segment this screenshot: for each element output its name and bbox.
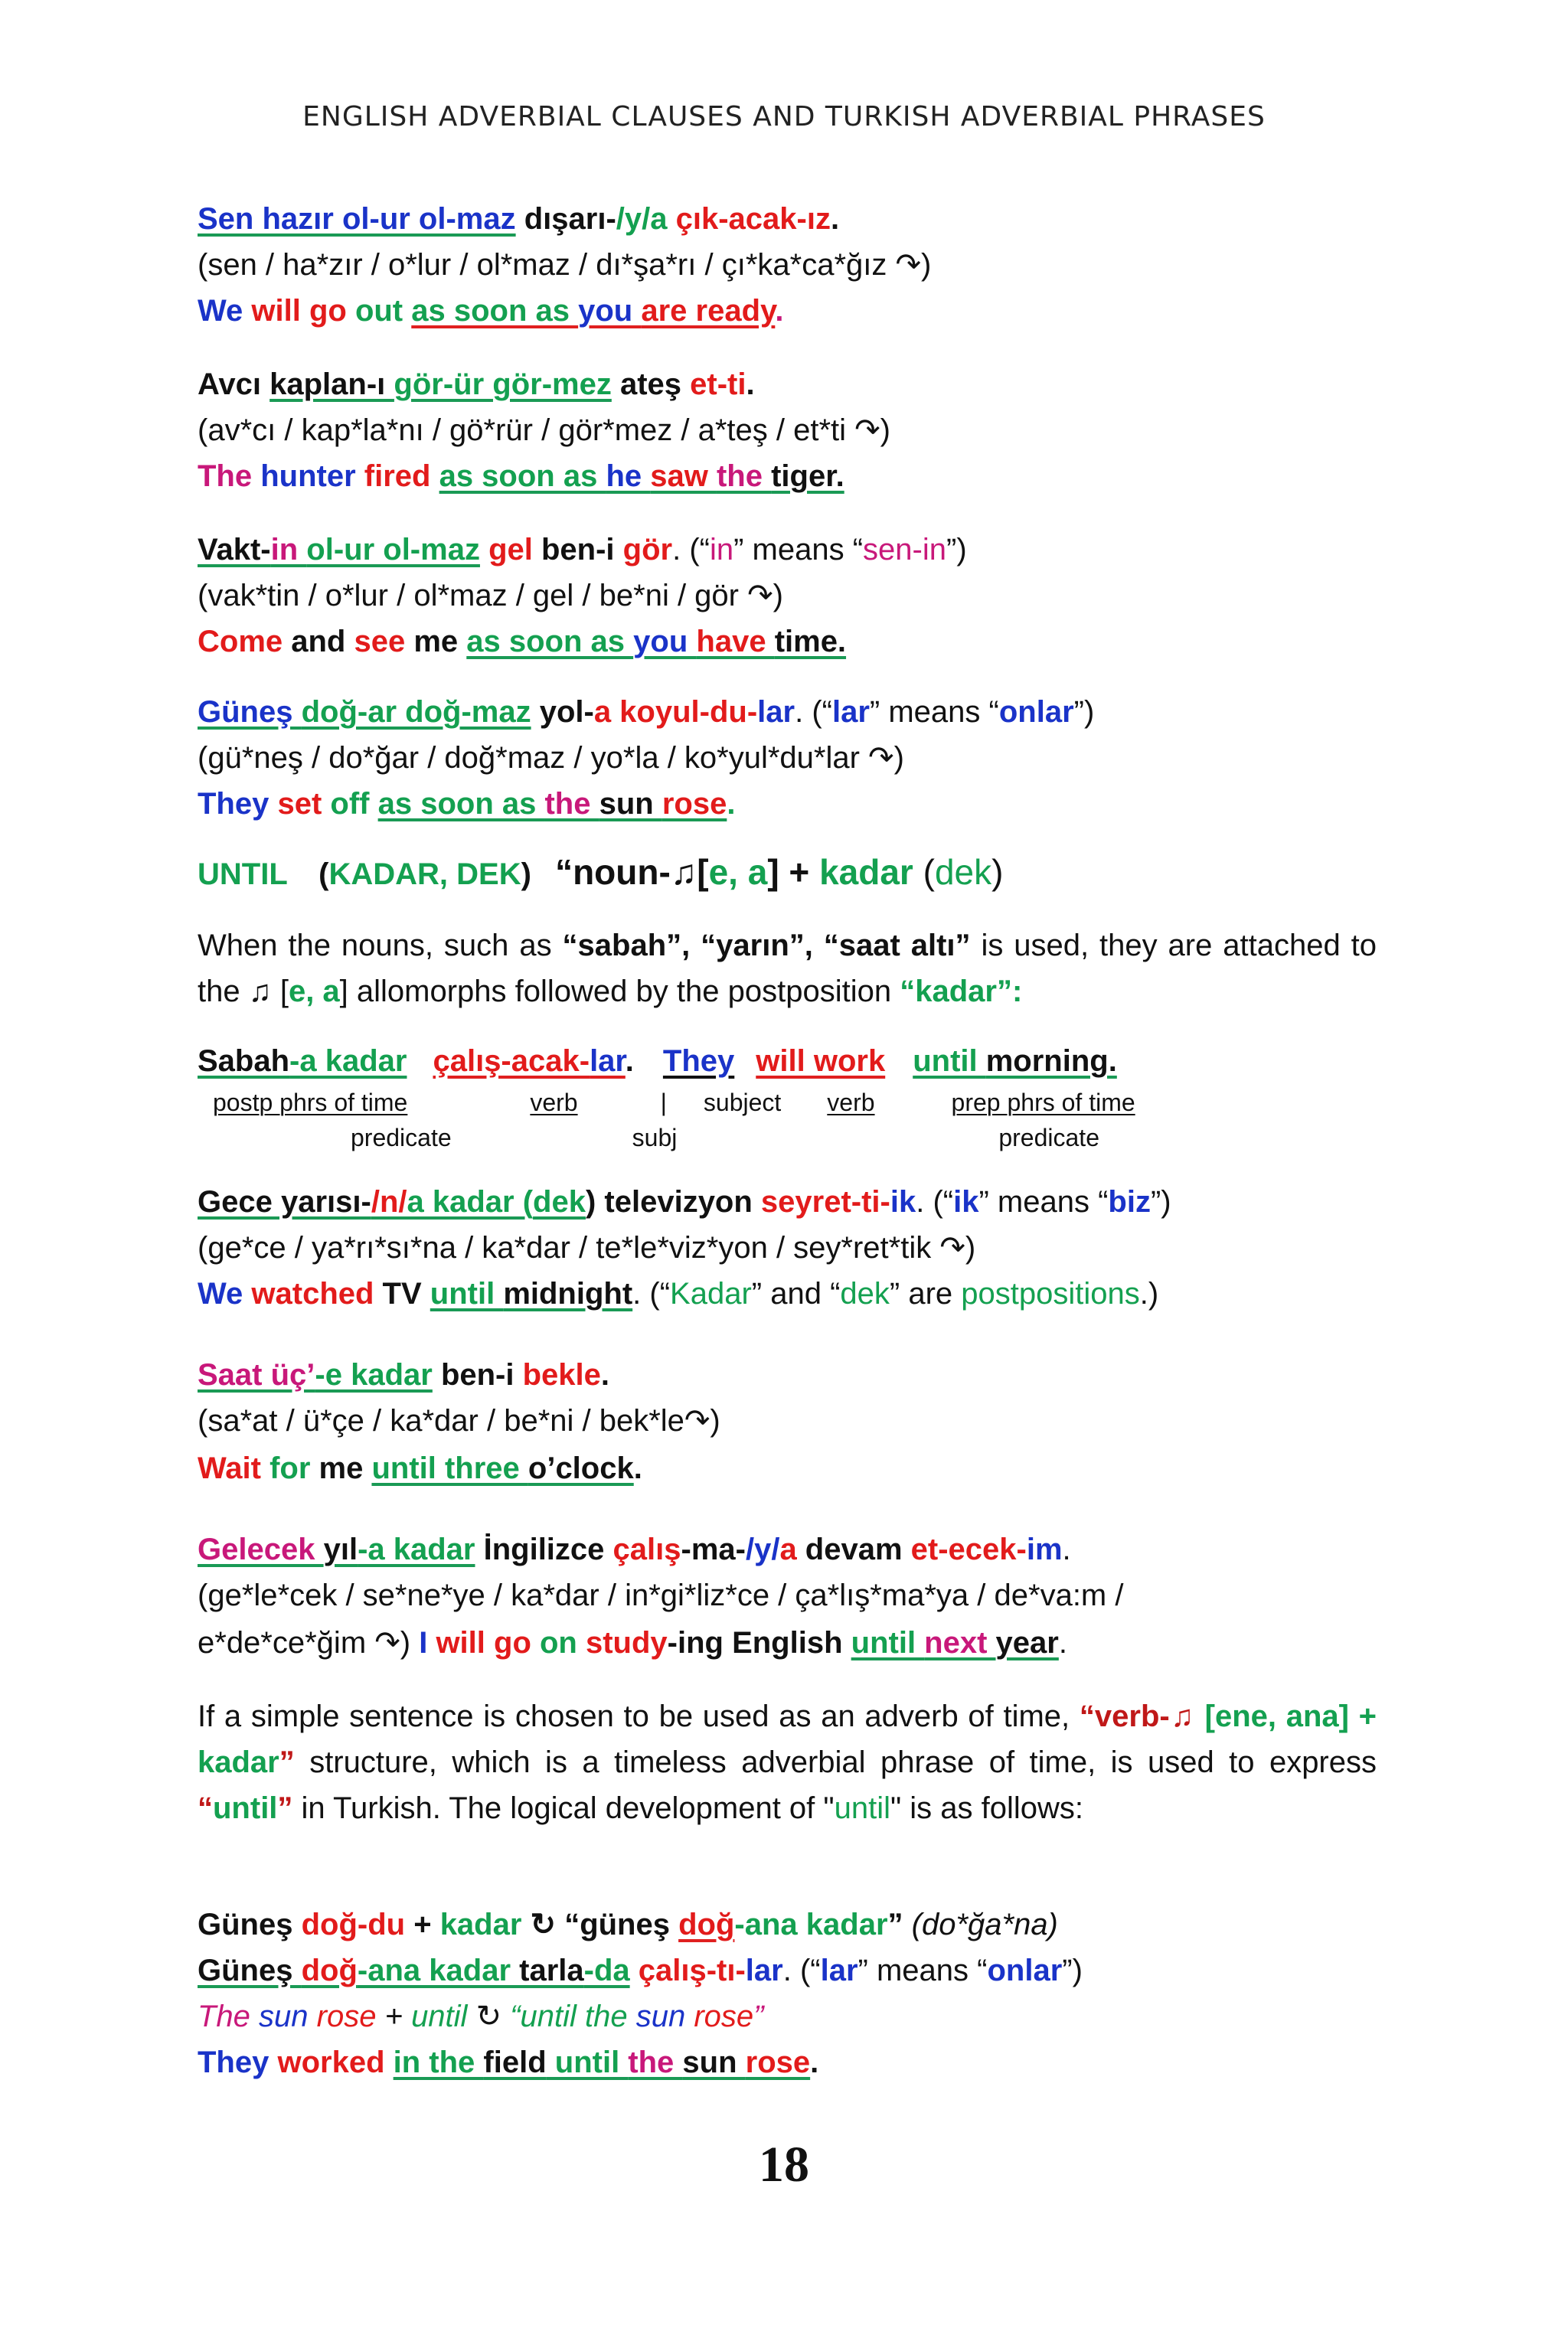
ex1-turkish (198, 201, 839, 237)
ex9-b4: tarla (511, 1954, 584, 1987)
ex1-t3: /y/ (616, 202, 651, 236)
ex9-c4: + (376, 2000, 412, 2033)
ex4-t5: koyul-du- (619, 695, 758, 729)
ex6-e5: midnight (503, 1277, 633, 1311)
ex8-t12: . (1062, 1533, 1071, 1566)
ex4-t3: yol- (531, 695, 594, 729)
ex2-e3: fired (364, 459, 439, 493)
ex2-t2: kaplan-ı (270, 367, 394, 401)
ex3-t3: ol-ur ol-maz (306, 533, 480, 567)
ex3-t4: gel (479, 533, 541, 567)
ex6-t6: seyret-ti- (760, 1185, 890, 1219)
ex9-a7: doğ (678, 1908, 735, 1941)
ex6-english (198, 1275, 1158, 1312)
ex9-d5: until (546, 2046, 629, 2079)
ex8-t10: et-ecek- (910, 1533, 1027, 1566)
ex4-t7: . (“ (795, 695, 832, 729)
page-number: 18 (759, 2137, 809, 2193)
ex7-t5: . (600, 1358, 610, 1392)
ex4-e4: as soon as (377, 787, 545, 821)
ex5-t4: lar (590, 1044, 626, 1078)
ex8-p2a: e*de*ce*ğim ↷) (198, 1626, 420, 1660)
ex6-pronunciation: (ge*ce / ya*rı*sı*na / ka*dar / te*le*viz*yon / sey*ret*tik ↷) (198, 1231, 976, 1265)
ex6-e1: We (198, 1277, 252, 1311)
ex8-t6: -ma- (681, 1533, 746, 1566)
ex2-t5: et-ti (690, 367, 746, 401)
ex3-e4: me (413, 625, 467, 658)
ex1-t6: . (830, 202, 840, 236)
ex1-pronunciation: (sen / ha*zır / o*lur / ol*maz / dı*şa*rı / çı*ka*ca*ğız ↷) (198, 248, 932, 282)
ex6-t3: a kadar ( (407, 1185, 534, 1219)
ex7-e1: Wait (198, 1451, 270, 1485)
ex4-e5: the (544, 787, 599, 821)
ex5-t2: -a kadar (289, 1044, 407, 1078)
ex8-pronunciation-2 (198, 1625, 1067, 1661)
ex3-e5: as soon as (466, 625, 634, 658)
ex1-e6: are ready (641, 294, 776, 328)
ex4-e3: off (330, 787, 378, 821)
ex3-t2: in (270, 533, 307, 567)
ex2-turkish (198, 366, 755, 403)
ex6-e8: ” and “ (751, 1277, 841, 1311)
ex7-e3: me (318, 1451, 372, 1485)
ex3-e3: see (354, 625, 414, 658)
ex4-turkish (198, 694, 1094, 730)
gloss-verb: verb (530, 1089, 578, 1116)
ex9-d7: sun (682, 2046, 746, 2079)
ex1-t5: çık-acak-ız (675, 202, 831, 236)
ex4-t10: onlar (998, 695, 1074, 729)
ex8-t11: im (1026, 1533, 1063, 1566)
ex9-c1: The (198, 2000, 260, 2033)
ex6-t10: ” means “ (978, 1185, 1109, 1219)
ex8-p2h: next (924, 1626, 996, 1660)
ex9-d9: . (810, 2046, 819, 2079)
paragraph-verb-kadar: If a simple sentence is chosen to be used as an adverb of time, “verb-♫ [ene, ana] + kadar” structure, which is a timeless adverbial phrase of time, is used to express “until” in Turkish. The logical development of "until" is as follows: (198, 1700, 1377, 1825)
ex8-t4: İngilizce (475, 1533, 613, 1566)
ex6-e10: ” are (889, 1277, 962, 1311)
ex9-c6: ↻ (467, 2000, 511, 2033)
ex1-t1: Sen hazır ol-ur ol-maz (198, 202, 516, 236)
ex6-t2: /n/ (371, 1185, 407, 1219)
ex5-t3: çalış-acak- (433, 1044, 590, 1078)
ex3-t7: . (“ (672, 533, 710, 567)
ex6-t8: . (“ (916, 1185, 954, 1219)
ex9-b1: Güneş (198, 1954, 302, 1987)
ex6-turkish (198, 1184, 1171, 1220)
ex4-e2: set (277, 787, 331, 821)
ex7-turkish (198, 1357, 609, 1393)
ex9-line-2 (198, 1952, 1083, 1989)
gloss-subject: subject (703, 1089, 782, 1116)
ex9-b10: ” means “ (858, 1954, 988, 1987)
ex9-a3: + (405, 1908, 440, 1941)
ex6-e7: Kadar (670, 1277, 752, 1311)
ex6-e2: watched (251, 1277, 383, 1311)
ex6-e4: until (430, 1277, 504, 1311)
ex1-e5: you (578, 294, 642, 328)
ex9-a4: kadar (439, 1908, 522, 1941)
ex9-a6: “güneş (564, 1908, 679, 1941)
ex3-e6: you (633, 625, 697, 658)
ex2-pronunciation: (av*cı / kap*la*nı / gö*rür / gör*mez / a*teş / et*ti ↷) (198, 413, 890, 447)
ex8-t2: yıl (323, 1533, 358, 1566)
ex9-d3: in the (393, 2046, 484, 2079)
ex3-e2: and (291, 625, 354, 658)
ex4-t6: lar (757, 695, 795, 729)
ex6-t5: ) televizyon (585, 1185, 761, 1219)
ex7-pronunciation: (sa*at / ü*çe / ka*dar / be*ni / bek*le↷) (198, 1404, 720, 1438)
ex7-e6: . (633, 1451, 642, 1485)
ex9-a2: doğ-du (301, 1908, 406, 1941)
ex1-e4: as soon as (411, 294, 579, 328)
ex6-t11: biz (1108, 1185, 1151, 1219)
ex2-t3: gör-ür gör-mez (394, 367, 612, 401)
ex9-line-3 (198, 1998, 763, 2035)
gloss-subj: subj (632, 1124, 678, 1151)
ex2-t4: ateş (611, 367, 691, 401)
ex8-pronunciation-1: (ge*le*cek / se*ne*ye / ka*dar / in*gi*liz*ce / ça*lış*ma*ya / de*va:m / (198, 1579, 1124, 1612)
ex7-english (198, 1450, 642, 1487)
gloss-predicate-2: predicate (998, 1124, 1099, 1151)
ex9-b7: lar (745, 1954, 783, 1987)
ex5-t7: will work (756, 1044, 886, 1078)
ex2-e5: he (606, 459, 651, 493)
ex2-t6: . (746, 367, 755, 401)
ex8-p2f: -ing English (667, 1626, 851, 1660)
ex2-english (198, 458, 844, 495)
ex7-t3: ben-i (432, 1358, 523, 1392)
ex4-t1: Güneş (198, 695, 302, 729)
ex1-e7: . (775, 294, 784, 328)
ex1-english (198, 292, 783, 329)
ex3-t5: ben-i (541, 533, 623, 567)
ex2-e1: The (198, 459, 261, 493)
ex7-e5: o’clock (528, 1451, 634, 1485)
ex9-d8: rose (745, 2046, 811, 2079)
ex3-e8: time. (774, 625, 847, 658)
ex3-turkish (198, 531, 967, 568)
ex5-gloss-1 (213, 1084, 1135, 1121)
ex3-t10: sen-in (863, 533, 946, 567)
ex5-t5: . (625, 1044, 634, 1078)
paragraph-until-intro: When the nouns, such as “sabah”, “yarın”, “saat altı” is used, they are attached to the ♫ [e, a] allomorphs followed by the postposition “kadar”: (198, 929, 1377, 1008)
ex9-c9: rose (694, 2000, 754, 2033)
ex4-t11: ”) (1073, 695, 1095, 729)
ex1-e2: will go (251, 294, 355, 328)
ex8-p2i: year (995, 1626, 1059, 1660)
ex8-t9: devam (805, 1533, 911, 1566)
ex6-t7: ik (890, 1185, 916, 1219)
ex9-b2: doğ (301, 1954, 358, 1987)
ex2-e2: hunter (260, 459, 364, 493)
ex1-e1: We (198, 294, 252, 328)
ex7-t2: -e kadar (315, 1358, 433, 1392)
ex9-b9: lar (820, 1954, 858, 1987)
ex8-t1: Gelecek (198, 1533, 324, 1566)
ex7-e4: until three (371, 1451, 528, 1485)
until-h2: (KADAR, DEK) (318, 857, 531, 891)
ex9-a8: -ana kadar (734, 1908, 888, 1941)
ex8-turkish (198, 1531, 1071, 1568)
ex2-e8: tiger. (771, 459, 844, 493)
ex4-t9: ” means “ (869, 695, 999, 729)
ex3-e7: have (696, 625, 775, 658)
ex4-e7: rose (662, 787, 727, 821)
ex4-pronunciation: (gü*neş / do*ğar / doğ*maz / yo*la / ko*yul*du*lar ↷) (198, 741, 904, 775)
ex9-line-4 (198, 2044, 818, 2081)
ex1-t4: a (650, 202, 676, 236)
ex6-e9: dek (840, 1277, 890, 1311)
ex5-t9: morning. (985, 1044, 1117, 1078)
ex8-p2d: on (539, 1626, 586, 1660)
ex9-c10: ” (753, 2000, 764, 2033)
ex6-t1: Gece yarısı- (198, 1185, 371, 1219)
ex4-t8: lar (831, 695, 870, 729)
ex9-d4: field (483, 2046, 547, 2079)
ex1-e3: out (354, 294, 412, 328)
ex4-e6: sun (599, 787, 662, 821)
ex8-t7: /y/ (745, 1533, 780, 1566)
until-h1: UNTIL (198, 857, 288, 891)
ex4-english (198, 785, 735, 822)
ex3-english (198, 623, 846, 660)
ex9-a1: Güneş (198, 1908, 302, 1941)
ex9-c2: sun (259, 2000, 317, 2033)
ex2-t1: Avcı (198, 367, 270, 401)
ex8-p2j: . (1058, 1626, 1067, 1660)
ex2-e4: as soon as (439, 459, 606, 493)
ex3-t11: ”) (946, 533, 967, 567)
ex6-t4: dek (533, 1185, 586, 1219)
ex5-t1: Sabah (198, 1044, 290, 1078)
gloss-postp: postp phrs of time (213, 1089, 408, 1116)
ex3-pronunciation: (vak*tin / o*lur / ol*maz / gel / be*ni / gör ↷) (198, 579, 783, 612)
ex9-line-1 (198, 1906, 1058, 1943)
ex9-a9: ” (887, 1908, 903, 1941)
ex4-e8: . (727, 787, 736, 821)
ex3-e1: Come (198, 625, 292, 658)
ex9-b6: çalış-tı- (629, 1954, 746, 1987)
ex8-p2c: will go (436, 1626, 540, 1660)
ex5-gloss-2 (351, 1119, 1099, 1156)
ex9-a10: (do*ğa*na) (903, 1908, 1058, 1941)
ex6-t12: ”) (1150, 1185, 1171, 1219)
ex7-e2: for (270, 1451, 319, 1485)
ex6-e12: .) (1139, 1277, 1159, 1311)
ex9-a5: ↻ (521, 1908, 565, 1941)
ex9-d1: They (198, 2046, 278, 2079)
gloss-prep: prep phrs of time (951, 1089, 1135, 1116)
ex3-t1: Vakt- (198, 533, 271, 567)
ex5-t6: They (662, 1044, 735, 1078)
ex1-t2: dışarı- (515, 202, 616, 236)
ex8-p2e: study (585, 1626, 668, 1660)
until-heading (198, 854, 1003, 893)
ex2-e7: the (716, 459, 772, 493)
gloss-verb-2: verb (827, 1089, 875, 1116)
ex8-p2g: until (851, 1626, 925, 1660)
ex4-t2: doğ-ar doğ-maz (301, 695, 531, 729)
until-formula: “noun-♫[e, a] + kadar (dek) (555, 852, 1004, 892)
ex8-t8: a (779, 1533, 805, 1566)
ex3-t9: ” means “ (733, 533, 864, 567)
ex6-t9: ik (953, 1185, 979, 1219)
gloss-bar: | (660, 1089, 667, 1116)
ex6-e6: . (“ (632, 1277, 671, 1311)
ex5-sentence (198, 1043, 1117, 1079)
running-header: ENGLISH ADVERBIAL CLAUSES AND TURKISH ADVERBIAL PHRASES (302, 101, 1266, 132)
ex3-t8: in (709, 533, 734, 567)
ex9-b12: ”) (1062, 1954, 1083, 1987)
ex9-b8: . (“ (782, 1954, 821, 1987)
ex9-b5: -da (583, 1954, 630, 1987)
gloss-predicate: predicate (351, 1124, 452, 1151)
ex7-t1: Saat üç’ (198, 1358, 315, 1392)
ex6-e11: postpositions (961, 1277, 1140, 1311)
ex9-d6: the (628, 2046, 683, 2079)
ex8-p2b: I (419, 1626, 436, 1660)
ex5-t8: until (913, 1044, 986, 1078)
ex7-t4: bekle (522, 1358, 601, 1392)
ex6-e3: TV (382, 1277, 430, 1311)
ex9-c5: until (411, 2000, 468, 2033)
ex9-b3: -ana kadar (357, 1954, 511, 1987)
ex9-c8: sun (635, 2000, 694, 2033)
ex4-t4: a (593, 695, 620, 729)
ex9-d2: worked (277, 2046, 394, 2079)
ex9-b11: onlar (987, 1954, 1063, 1987)
ex8-t5: çalış (612, 1533, 681, 1566)
ex2-e6: saw (650, 459, 717, 493)
ex3-t6: gör (622, 533, 673, 567)
ex9-c3: rose (316, 2000, 377, 2033)
ex8-t3: -a kadar (358, 1533, 475, 1566)
ex4-e1: They (198, 787, 278, 821)
ex9-c7: “until the (510, 2000, 636, 2033)
